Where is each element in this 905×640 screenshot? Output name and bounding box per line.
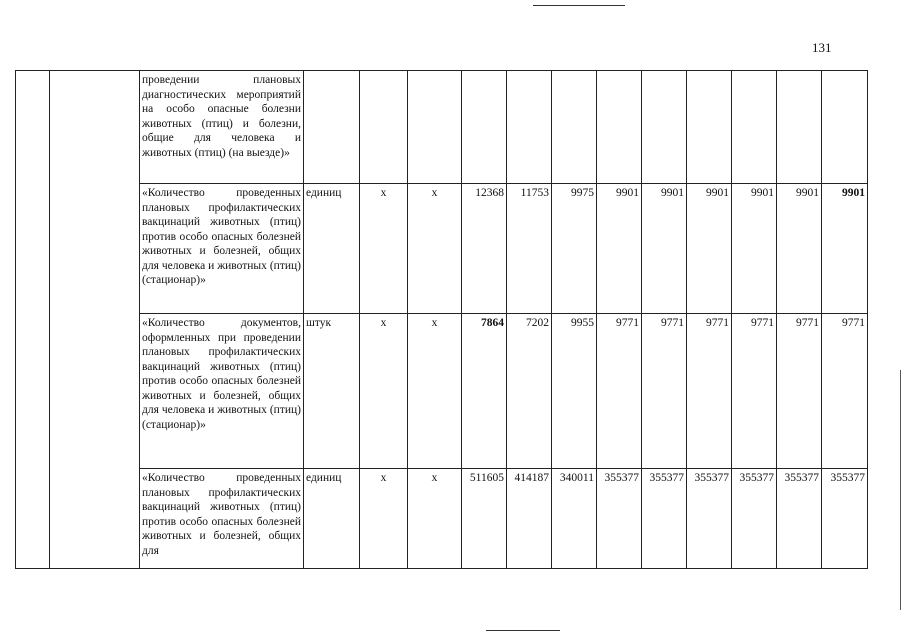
value-cell: 355377 <box>732 469 777 569</box>
value-cell: 7864 <box>462 314 507 469</box>
indicator-description: «Количество проведенных плановых профилактических вакцинаций животных (птиц) против особо опасных болезней животных и болезней, общих для человека и животных (птиц) (стационар)» <box>140 184 304 314</box>
value-cell: 355377 <box>777 469 822 569</box>
value-cell: 9901 <box>597 184 642 314</box>
value-cell: 9771 <box>642 314 687 469</box>
value-cell: 9771 <box>822 314 868 469</box>
value-cell <box>822 71 868 184</box>
indicator-description: «Количество документов, оформленных при проведении плановых профилактических вакцинаций животных (птиц) против особо опасных болезней животных и болезней, общих для человека и животных (птиц) (стационар)» <box>140 314 304 469</box>
x-cell <box>360 71 408 184</box>
unit-cell: единиц <box>304 469 360 569</box>
table-row <box>16 469 868 569</box>
value-cell: 9901 <box>822 184 868 314</box>
indicator-table <box>15 70 868 569</box>
value-cell: 9901 <box>732 184 777 314</box>
unit-cell <box>304 71 360 184</box>
top-rule <box>533 5 625 6</box>
bottom-rule <box>486 630 560 631</box>
value-cell: 9771 <box>687 314 732 469</box>
value-cell: 12368 <box>462 184 507 314</box>
value-cell: 355377 <box>597 469 642 569</box>
value-cell <box>462 71 507 184</box>
value-cell: 9901 <box>687 184 732 314</box>
table-row <box>16 71 868 184</box>
name-cell <box>50 71 140 569</box>
value-cell: 9975 <box>552 184 597 314</box>
value-cell: 9771 <box>732 314 777 469</box>
x-cell: x <box>408 469 462 569</box>
unit-cell: штук <box>304 314 360 469</box>
x-cell <box>408 71 462 184</box>
value-cell: 355377 <box>687 469 732 569</box>
x-cell: x <box>408 314 462 469</box>
table-row <box>16 314 868 469</box>
indicator-description: «Количество проведенных плановых профилактических вакцинаций животных (птиц) против особо опасных болезней животных и болезней, общих для <box>140 469 304 569</box>
value-cell: 11753 <box>507 184 552 314</box>
unit-cell: единиц <box>304 184 360 314</box>
number-cell <box>16 71 50 569</box>
table-row <box>16 184 868 314</box>
value-cell: 7202 <box>507 314 552 469</box>
value-cell: 355377 <box>642 469 687 569</box>
value-cell: 511605 <box>462 469 507 569</box>
x-cell: x <box>360 469 408 569</box>
value-cell <box>687 71 732 184</box>
value-cell <box>642 71 687 184</box>
value-cell: 9955 <box>552 314 597 469</box>
margin-mark <box>900 370 901 610</box>
x-cell: x <box>408 184 462 314</box>
value-cell: 414187 <box>507 469 552 569</box>
value-cell: 9901 <box>642 184 687 314</box>
page-number: 131 <box>812 40 832 55</box>
value-cell <box>597 71 642 184</box>
value-cell: 9771 <box>597 314 642 469</box>
x-cell: x <box>360 184 408 314</box>
value-cell: 355377 <box>822 469 868 569</box>
value-cell: 9901 <box>777 184 822 314</box>
value-cell: 340011 <box>552 469 597 569</box>
value-cell <box>552 71 597 184</box>
value-cell <box>777 71 822 184</box>
indicator-description: проведении плановых диагностических мероприятий на особо опасные болезни животных (птиц) и болезни, общие для человека и животных (птиц) (на выезде)» <box>140 71 304 184</box>
x-cell: x <box>360 314 408 469</box>
value-cell <box>732 71 777 184</box>
value-cell <box>507 71 552 184</box>
value-cell: 9771 <box>777 314 822 469</box>
